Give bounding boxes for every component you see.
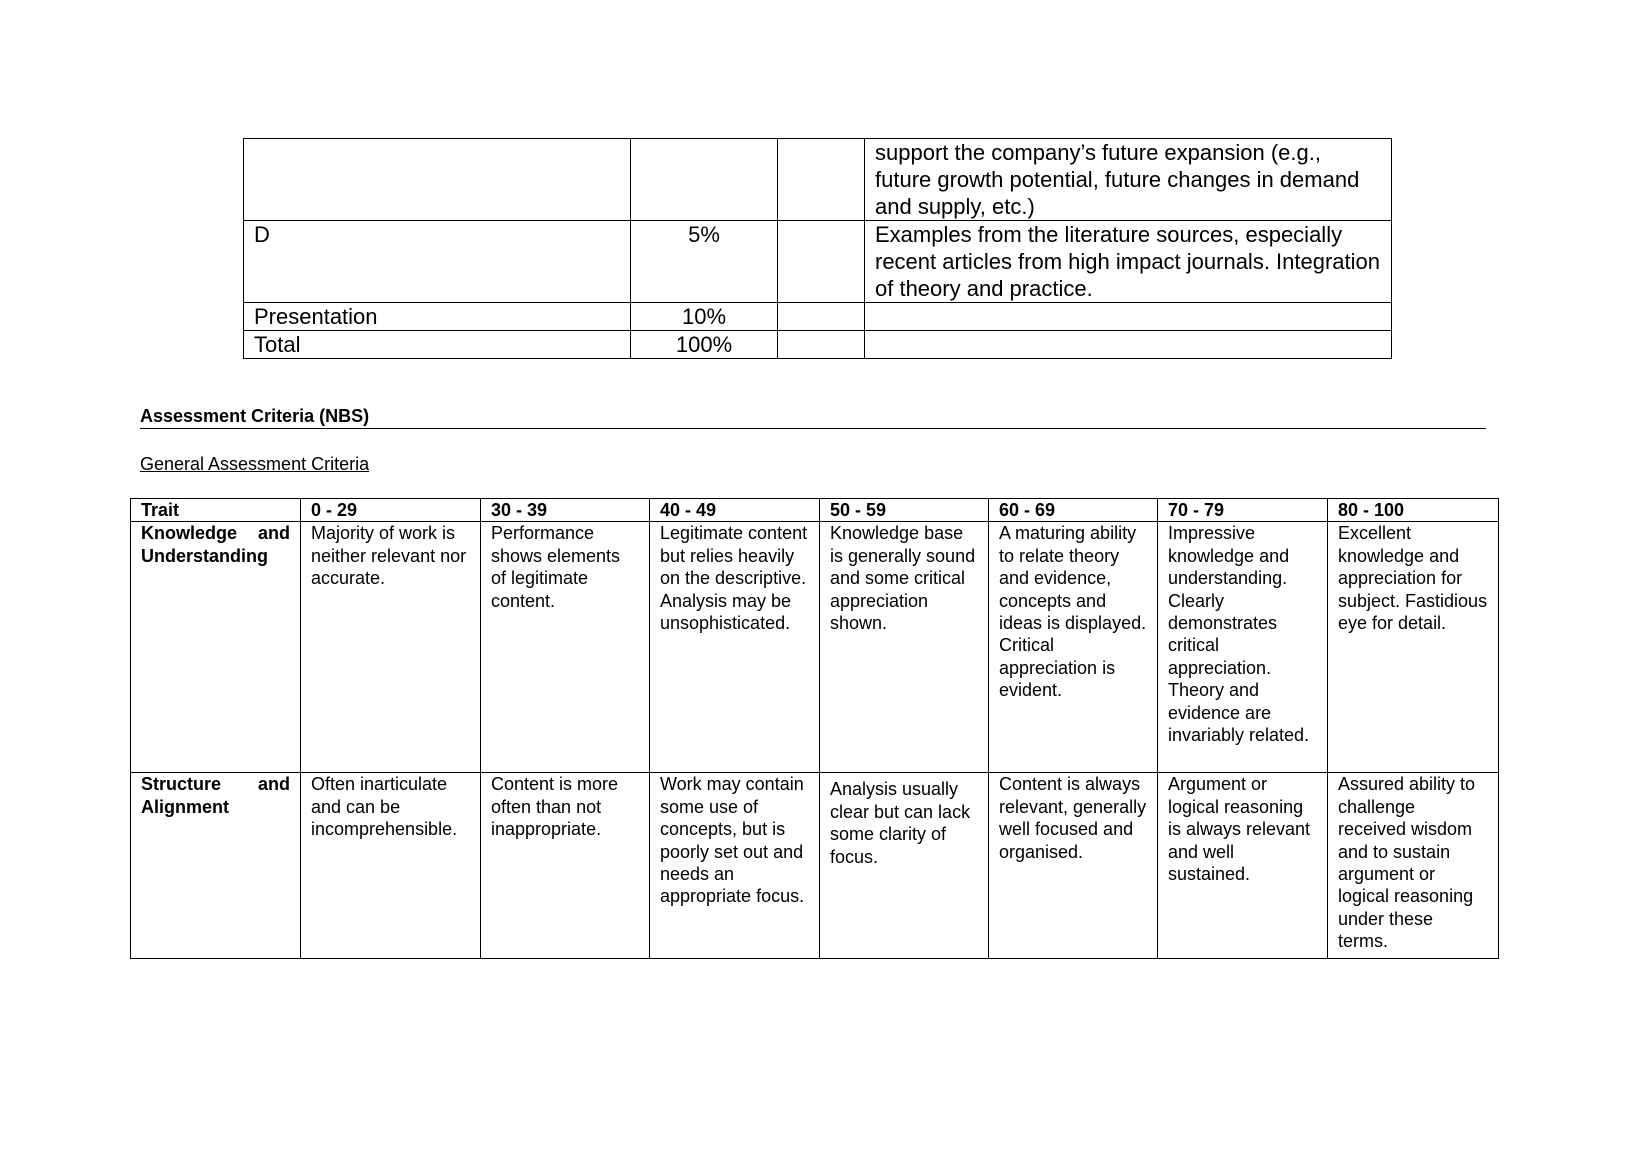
table-row bbox=[131, 522, 1499, 773]
table-row bbox=[244, 139, 1392, 221]
weight-blank bbox=[778, 221, 865, 303]
trait-cell bbox=[131, 773, 301, 959]
header-cell: Trait bbox=[131, 499, 301, 522]
trait-word: Understanding bbox=[141, 545, 269, 566]
header-cell: 50 - 59 bbox=[820, 499, 989, 522]
weight-blank bbox=[778, 303, 865, 331]
trait-word: Knowledge bbox=[141, 523, 238, 544]
header-cell: 0 - 29 bbox=[301, 499, 481, 522]
weight-percent: 100% bbox=[631, 331, 778, 359]
table-row bbox=[244, 221, 1392, 303]
weight-blank bbox=[778, 139, 865, 221]
weight-label: Presentation bbox=[244, 303, 631, 331]
table-row bbox=[244, 303, 1392, 331]
weight-percent bbox=[631, 139, 778, 221]
section-heading: Assessment Criteria (NBS) bbox=[140, 405, 1486, 429]
trait-word: and bbox=[257, 523, 290, 544]
criteria-cell: Performance shows elements of legitimate content. bbox=[481, 522, 650, 773]
trait-word: and bbox=[257, 774, 290, 795]
criteria-cell: Content is always relevant, generally well focused and organised. bbox=[989, 773, 1158, 959]
table-row bbox=[244, 331, 1392, 359]
criteria-cell: Argument or logical reasoning is always relevant and well sustained. bbox=[1158, 773, 1328, 959]
criteria-cell: Legitimate content but relies heavily on the descriptive. Analysis may be unsophisticated. bbox=[650, 522, 820, 773]
criteria-cell: Majority of work is neither relevant nor accurate. bbox=[301, 522, 481, 773]
trait-cell bbox=[131, 522, 301, 773]
weight-description bbox=[865, 331, 1392, 359]
weight-label: D bbox=[244, 221, 631, 303]
criteria-cell: Impressive knowledge and understanding. Clearly demonstrates critical appreciation. Theory and evidence are invariably related. bbox=[1158, 522, 1328, 773]
weight-percent: 5% bbox=[631, 221, 778, 303]
weight-description: Examples from the literature sources, especially recent articles from high impact journals. Integration of theory and practice. bbox=[865, 221, 1392, 303]
table-header-row bbox=[131, 499, 1499, 522]
criteria-cell: Knowledge base is generally sound and some critical appreciation shown. bbox=[820, 522, 989, 773]
header-cell: 40 - 49 bbox=[650, 499, 820, 522]
weight-percent: 10% bbox=[631, 303, 778, 331]
criteria-cell: Often inarticulate and can be incomprehensible. bbox=[301, 773, 481, 959]
trait-word: Alignment bbox=[141, 796, 229, 817]
criteria-cell: Content is more often than not inappropriate. bbox=[481, 773, 650, 959]
criteria-cell: Analysis usually clear but can lack some clarity of focus. bbox=[820, 773, 989, 959]
weight-blank bbox=[778, 331, 865, 359]
criteria-cell: Excellent knowledge and appreciation for subject. Fastidious eye for detail. bbox=[1328, 522, 1499, 773]
weight-description bbox=[865, 303, 1392, 331]
sub-heading: General Assessment Criteria bbox=[140, 454, 370, 474]
criteria-table bbox=[130, 498, 1499, 959]
weight-label bbox=[244, 139, 631, 221]
weight-label: Total bbox=[244, 331, 631, 359]
weights-table bbox=[243, 138, 1392, 359]
header-cell: 60 - 69 bbox=[989, 499, 1158, 522]
header-cell: 80 - 100 bbox=[1328, 499, 1499, 522]
trait-word: Structure bbox=[141, 774, 222, 795]
table-row bbox=[131, 773, 1499, 959]
criteria-cell: Work may contain some use of concepts, but is poorly set out and needs an appropriate focus. bbox=[650, 773, 820, 959]
criteria-cell: A maturing ability to relate theory and evidence, concepts and ideas is displayed. Critical appreciation is evident. bbox=[989, 522, 1158, 773]
weight-description: support the company’s future expansion (e.g., future growth potential, future changes in demand and supply, etc.) bbox=[865, 139, 1392, 221]
header-cell: 70 - 79 bbox=[1158, 499, 1328, 522]
header-cell: 30 - 39 bbox=[481, 499, 650, 522]
criteria-cell: Assured ability to challenge received wisdom and to sustain argument or logical reasoning under these terms. bbox=[1328, 773, 1499, 959]
